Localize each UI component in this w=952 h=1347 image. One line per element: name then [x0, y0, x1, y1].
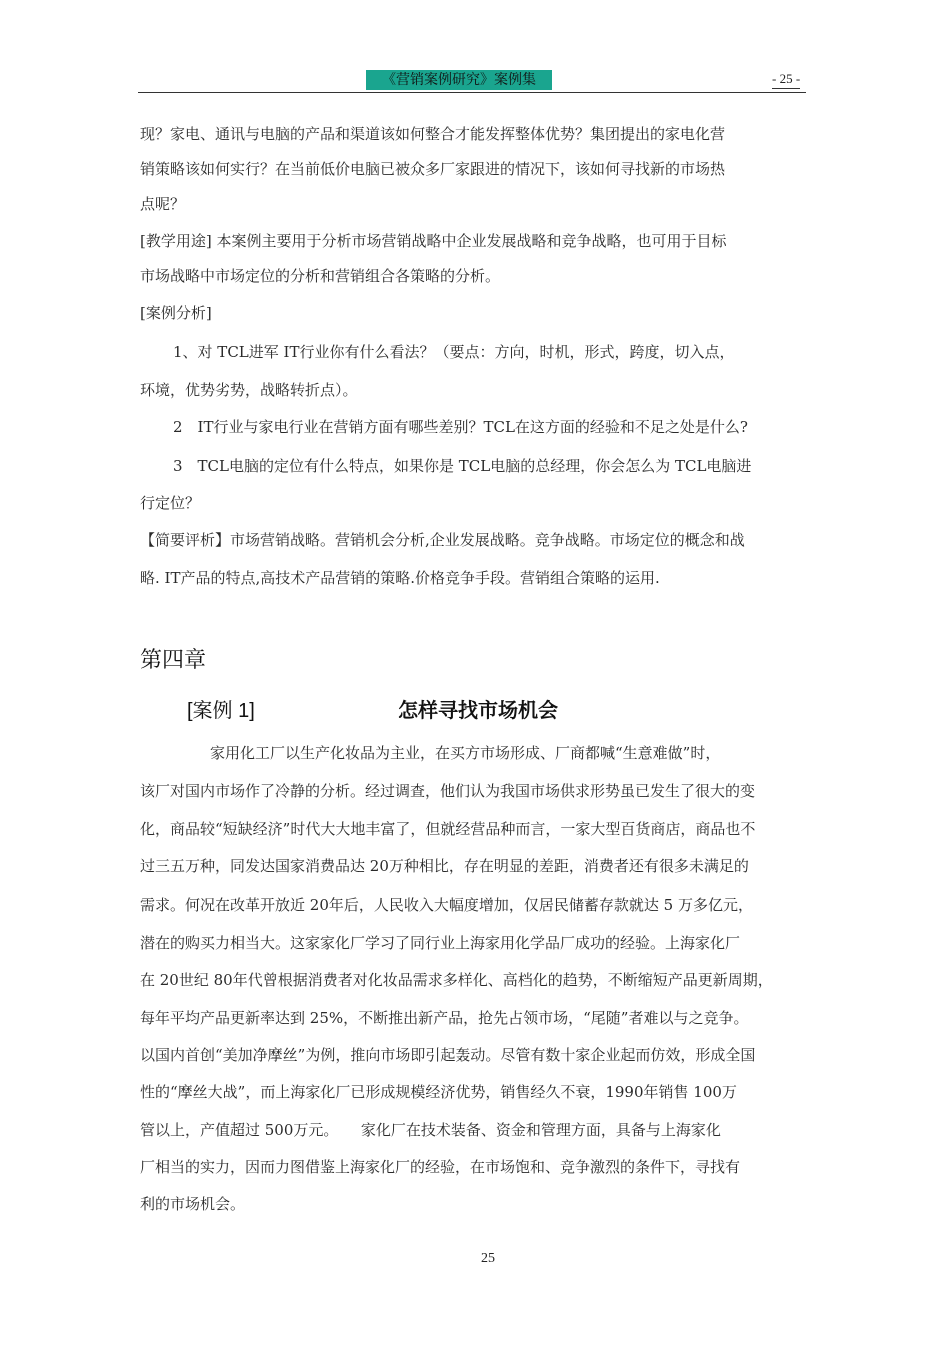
- case-paragraph-line: 管以上，产值超过 500万元。 家化厂在技术装备、资金和管理方面，具备与上海家化: [140, 1121, 721, 1139]
- case-paragraph-line: 潜在的购买力相当大。这家家化厂学习了同行业上海家用化学品厂成功的经验。上海家化厂: [140, 934, 741, 952]
- book-title: 《营销案例研究》案例集: [366, 70, 552, 90]
- case-paragraph-line: 以国内首创“美加净摩丝”为例，推向市场即引起轰动。尽管有数十家企业起而仿效，形成全国: [140, 1046, 756, 1064]
- question-3-line: 3 TCL电脑的定位有什么特点，如果你是 TCL电脑的总经理，你会怎么为 TCL电脑进: [173, 457, 752, 475]
- paragraph-line: 现？家电、通讯与电脑的产品和渠道该如何整合才能发挥整体优势？集团提出的家电化营: [140, 125, 726, 143]
- question-2-line: 2 IT行业与家电行业在营销方面有哪些差别？TCL在这方面的经验和不足之处是什么?: [173, 418, 748, 436]
- teaching-purpose-line: [教学用途] 本案例主要用于分析市场营销战略中企业发展战略和竞争战略，也可用于目标: [140, 232, 727, 250]
- paragraph-line: 市场战略中市场定位的分析和营销组合各策略的分析。: [140, 267, 501, 285]
- chapter-heading: 第四章: [140, 648, 207, 673]
- question-1-continuation: 环境，优势劣势，战略转折点）。: [140, 381, 358, 399]
- case-paragraph-line: 每年平均产品更新率达到 25%，不断推出新产品，抢先占领市场，“尾随”者难以与之竞争。: [140, 1009, 749, 1027]
- paragraph-line: 点呢？: [140, 195, 186, 213]
- case-paragraph-line: 在 20世纪 80年代曾根据消费者对化妆品需求多样化、高档化的趋势，不断缩短产品更新周期，: [140, 971, 773, 989]
- case-paragraph-line: 利的市场机会。: [140, 1195, 246, 1213]
- case-paragraph-line: 该厂对国内市场作了冷静的分析。经过调查，他们认为我国市场供求形势虽已发生了很大的变: [140, 782, 756, 800]
- question-1-line: 1、对 TCL进军 IT行业你有什么看法？（要点：方向，时机，形式，跨度，切入点，: [173, 343, 735, 361]
- case-paragraph-line: 过三五万种，同发达国家消费品达 20万种相比，存在明显的差距，消费者还有很多未满足的: [140, 857, 749, 875]
- case-paragraph-line: 需求。何况在改革开放近 20年后，人民收入大幅度增加，仅居民储蓄存款就达 5 万多亿元，: [140, 896, 753, 914]
- case-paragraph-line: 厂相当的实力，因而力图借鉴上海家化厂的经验，在市场饱和、竞争激烈的条件下，寻找有: [140, 1158, 741, 1176]
- case-paragraph-line: 化，商品较“短缺经济”时代大大地丰富了，但就经营品种而言，一家大型百货商店，商品也不: [140, 820, 756, 838]
- case-title: 怎样寻找市场机会: [398, 698, 558, 722]
- question-3-continuation: 行定位？: [140, 494, 201, 512]
- header-page-number: - 25 -: [772, 70, 800, 89]
- header-rule: [138, 92, 806, 93]
- case-paragraph-line: 家用化工厂以生产化妆品为主业，在买方市场形成、厂商都喊“生意难做”时，: [210, 744, 721, 762]
- case-analysis-heading: [案例分析]: [140, 304, 212, 322]
- case-label: [案例 1]: [187, 700, 255, 722]
- paragraph-line: 销策略该如何实行？在当前低价电脑已被众多厂家跟进的情况下，该如何寻找新的市场热: [140, 160, 726, 178]
- case-paragraph-line: 性的“摩丝大战”，而上海家化厂已形成规模经济优势，销售经久不衰，1990年销售 100万: [140, 1083, 737, 1101]
- brief-review-line: 【简要评析】市场营销战略。营销机会分析,企业发展战略。竞争战略。市场定位的概念和战: [140, 531, 745, 549]
- brief-review-continuation: 略. IT产品的特点,高技术产品营销的策略.价格竞争手段。营销组合策略的运用.: [140, 569, 660, 587]
- page-number: 25: [481, 1251, 495, 1266]
